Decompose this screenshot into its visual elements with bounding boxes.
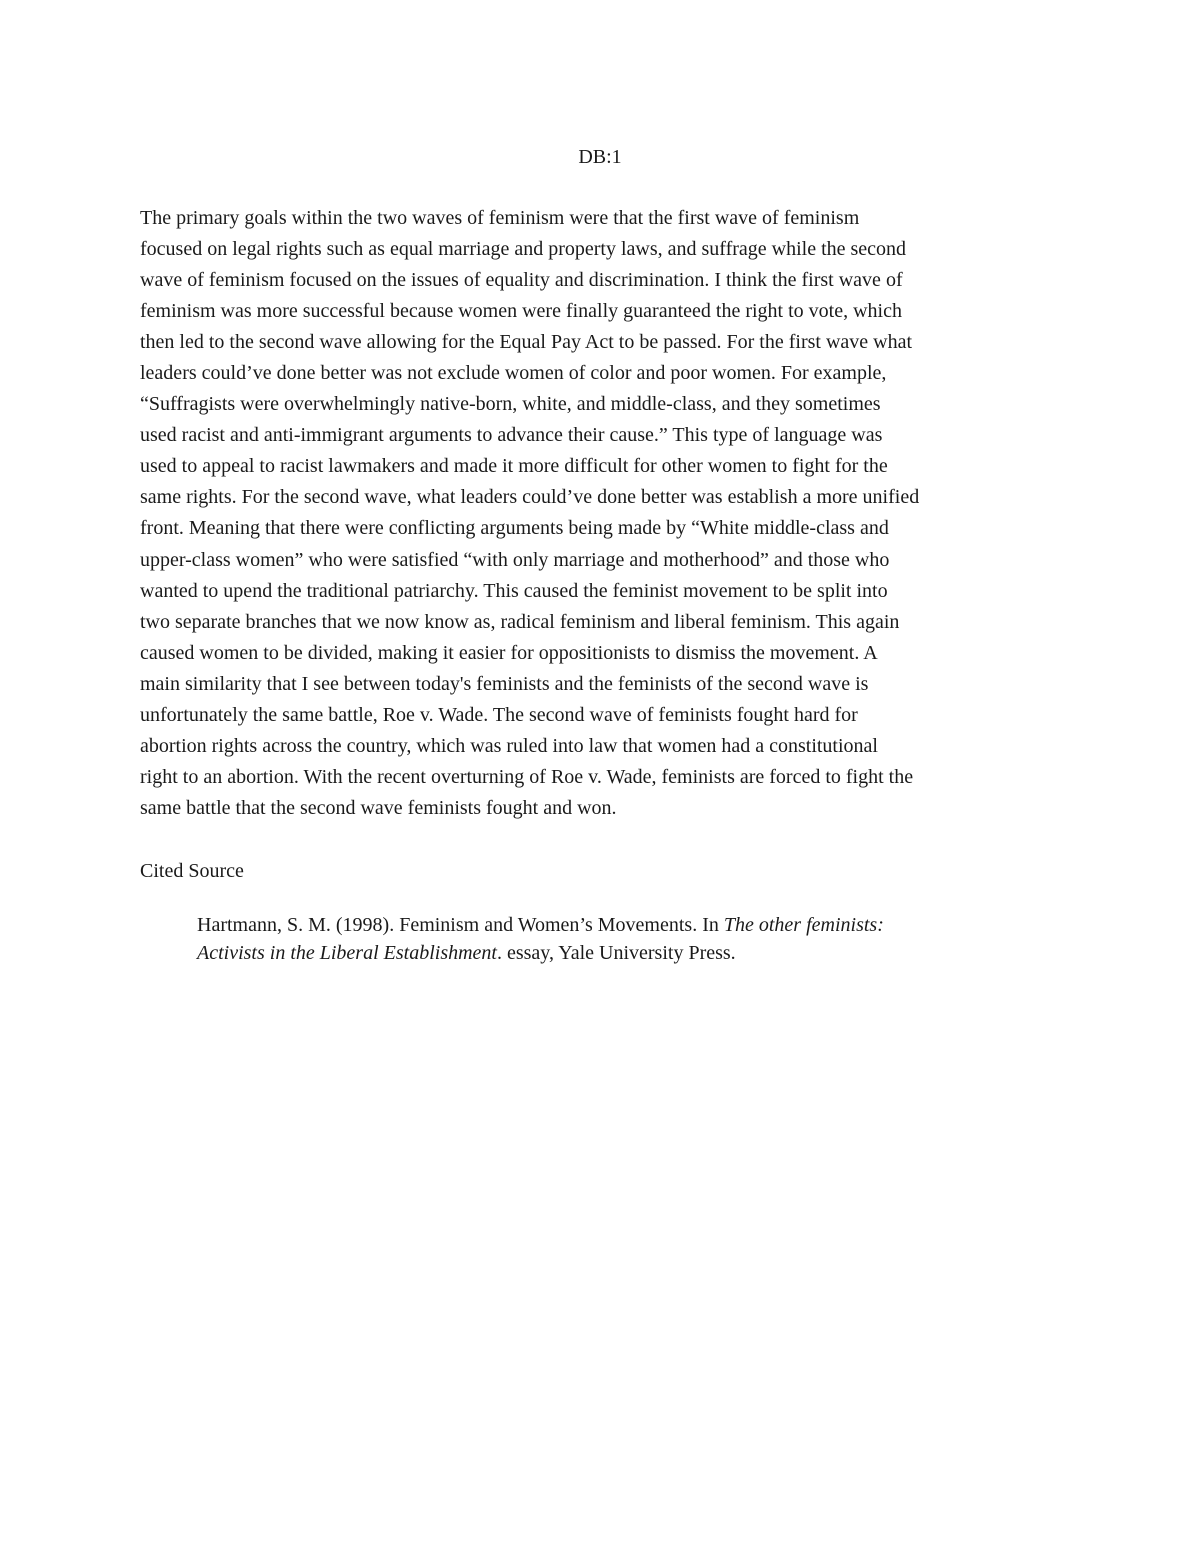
- paragraph-line: same rights. For the second wave, what leaders could’ve done better was establish a more unified: [140, 486, 920, 509]
- paragraph-line: two separate branches that we now know as, radical feminism and liberal feminism. This again: [140, 610, 900, 633]
- paragraph-line: main similarity that I see between today's feminists and the feminists of the second wave is: [140, 672, 869, 695]
- paragraph-line: used to appeal to racist lawmakers and made it more difficult for other women to fight for the: [140, 455, 888, 478]
- paragraph-line: wave of feminism focused on the issues of equality and discrimination. I think the first wave of: [140, 269, 903, 292]
- paragraph-line: focused on legal rights such as equal marriage and property laws, and suffrage while the second: [140, 238, 907, 261]
- citation-line-2: [197, 942, 736, 964]
- citation-line-1: [197, 914, 884, 936]
- paragraph-line: front. Meaning that there were conflicting arguments being made by “White middle-class and: [140, 517, 889, 540]
- cited-source-heading: Cited Source: [140, 860, 244, 882]
- paragraph-line: right to an abortion. With the recent overturning of Roe v. Wade, feminists are forced to fight the: [140, 765, 914, 788]
- citation-book-title-part-1: The other feminists:: [723, 914, 884, 936]
- paragraph-line: leaders could’ve done better was not exclude women of color and poor women. For example,: [140, 362, 887, 385]
- paragraph-line: The primary goals within the two waves of feminism were that the first wave of feminism: [140, 207, 860, 229]
- paragraph-line: “Suffragists were overwhelmingly native-born, white, and middle-class, and they sometimes: [140, 393, 881, 416]
- paragraph-line: caused women to be divided, making it easier for oppositionists to dismiss the movement. A: [140, 641, 878, 664]
- citation-publisher: . essay, Yale University Press.: [496, 942, 736, 964]
- paragraph-line: used racist and anti-immigrant arguments to advance their cause.” This type of language was: [140, 424, 883, 447]
- paragraph-line: upper-class women” who were satisfied “with only marriage and motherhood” and those who: [140, 548, 890, 571]
- paragraph-line: then led to the second wave allowing for the Equal Pay Act to be passed. For the first wave what: [140, 331, 913, 354]
- paragraph-line: feminism was more successful because women were finally guaranteed the right to vote, which: [140, 300, 902, 323]
- body-paragraph: [140, 203, 1070, 824]
- paragraph-line: abortion rights across the country, which was ruled into law that women had a constitutional: [140, 734, 878, 757]
- document-title: DB:1: [578, 146, 622, 168]
- citation-entry: [197, 911, 1077, 967]
- paragraph-line: same battle that the second wave feminists fought and won.: [140, 796, 617, 819]
- citation-authors-title: Hartmann, S. M. (1998). Feminism and Women’s Movements. In: [197, 914, 724, 936]
- paragraph-line: wanted to upend the traditional patriarchy. This caused the feminist movement to be split into: [140, 579, 888, 602]
- citation-book-title-part-2: Activists in the Liberal Establishment: [197, 942, 497, 964]
- paragraph-line: unfortunately the same battle, Roe v. Wade. The second wave of feminists fought hard for: [140, 703, 858, 726]
